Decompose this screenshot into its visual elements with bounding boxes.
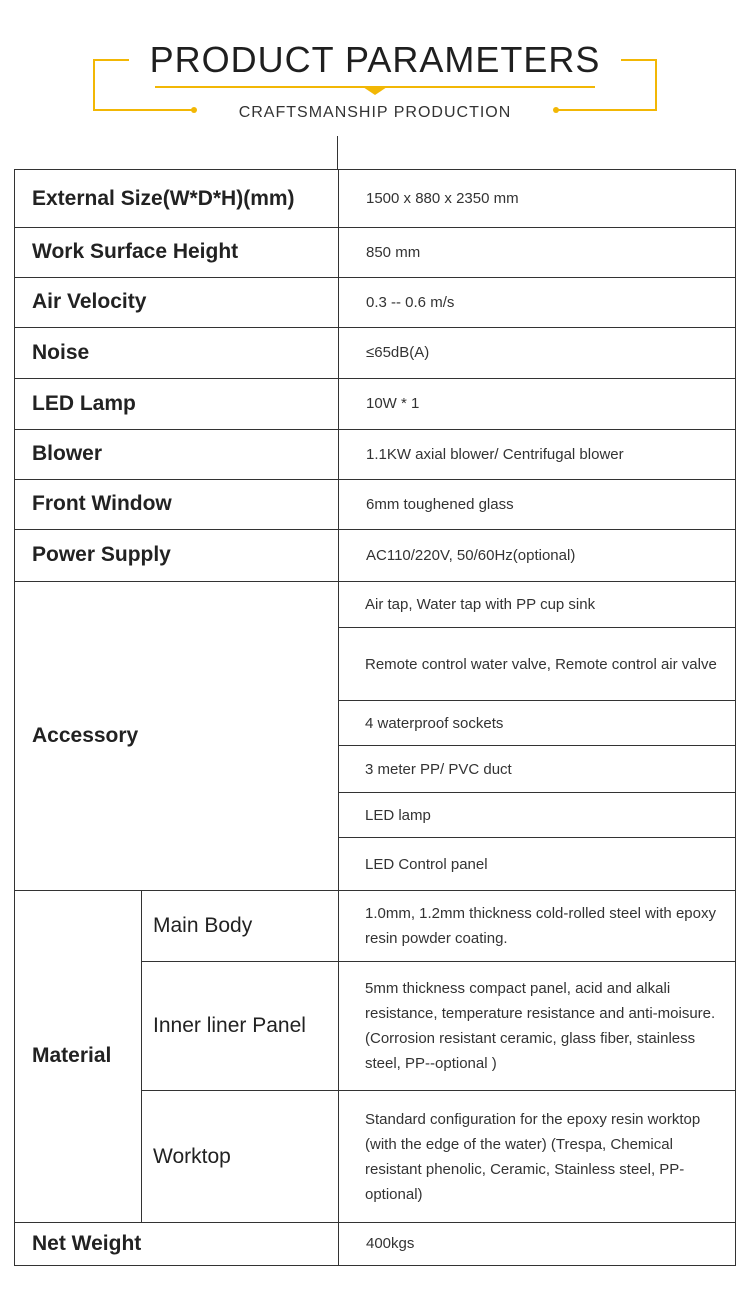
row-label: Power Supply (32, 543, 171, 566)
table-row (15, 429, 735, 480)
row-value: AC110/220V, 50/60Hz(optional) (338, 529, 735, 581)
row-value: 1.1KW axial blower/ Centrifugal blower (338, 429, 735, 479)
row-value: 850 mm (338, 227, 735, 277)
row-label: Blower (32, 442, 103, 465)
section-header (0, 0, 750, 140)
row-label: Work Surface Height (32, 240, 239, 263)
accessory-item: 4 waterproof sockets (339, 701, 735, 746)
accessory-item: LED Control panel (365, 855, 488, 873)
accessory-item: Air tap, Water tap with PP cup sink (339, 581, 735, 628)
row-value: 10W * 1 (338, 378, 735, 429)
material-sub-value: 1.0mm, 1.2mm thickness cold-rolled steel with epoxy resin powder coating. (339, 890, 735, 962)
row-value: 400kgs (338, 1222, 735, 1265)
row-label: Noise (32, 340, 90, 364)
material-label: Material (32, 1044, 112, 1067)
row-label: LED Lamp (32, 391, 136, 415)
table-row (15, 1222, 735, 1265)
row-label: Front Window (32, 492, 172, 515)
row-value: 0.3 -- 0.6 m/s (338, 277, 735, 327)
material-sub-label: Worktop (153, 1144, 231, 1168)
table-row (15, 529, 735, 582)
page-title: PRODUCT PARAMETERS (149, 39, 601, 80)
accessory-label: Accessory (32, 723, 139, 747)
row-label: Air Velocity (32, 290, 147, 313)
table-row (15, 170, 735, 228)
table-row (15, 277, 735, 328)
page-subtitle: CRAFTSMANSHIP PRODUCTION (238, 104, 512, 121)
material-sub-label: Inner liner Panel (141, 962, 338, 1091)
accessory-item: 3 meter PP/ PVC duct (339, 746, 735, 793)
accessory-item: Remote control water valve, Remote control air valve (339, 628, 735, 701)
accessory-item: LED lamp (339, 793, 735, 838)
parameters-table (14, 169, 736, 1266)
table-row (15, 327, 735, 379)
table-row (15, 227, 735, 278)
material-sub-value: 5mm thickness compact panel, acid and alkali resistance, temperature resistance and anti-moisure. (Corrosion resistant ceramic, glass fiber, stainless steel, PP--optional ) (339, 962, 735, 1091)
title-underline-triangle (363, 87, 387, 95)
row-value: ≤65dB(A) (338, 327, 735, 378)
row-value: 1500 x 880 x 2350 mm (338, 170, 735, 227)
row-label: Net Weight (32, 1231, 142, 1255)
table-row (15, 378, 735, 430)
material-sub-value: Standard configuration for the epoxy resin worktop (with the edge of the water) (Trespa, Chemical resistant phenolic, Ceramic, Stainless steel, PP-optional) (365, 1110, 701, 1203)
table-connector-line (337, 136, 338, 170)
row-label: External Size(W*D*H)(mm) (32, 186, 295, 210)
table-row (15, 479, 735, 530)
row-value: 6mm toughened glass (338, 479, 735, 529)
material-sub-label: Main Body (141, 890, 338, 962)
